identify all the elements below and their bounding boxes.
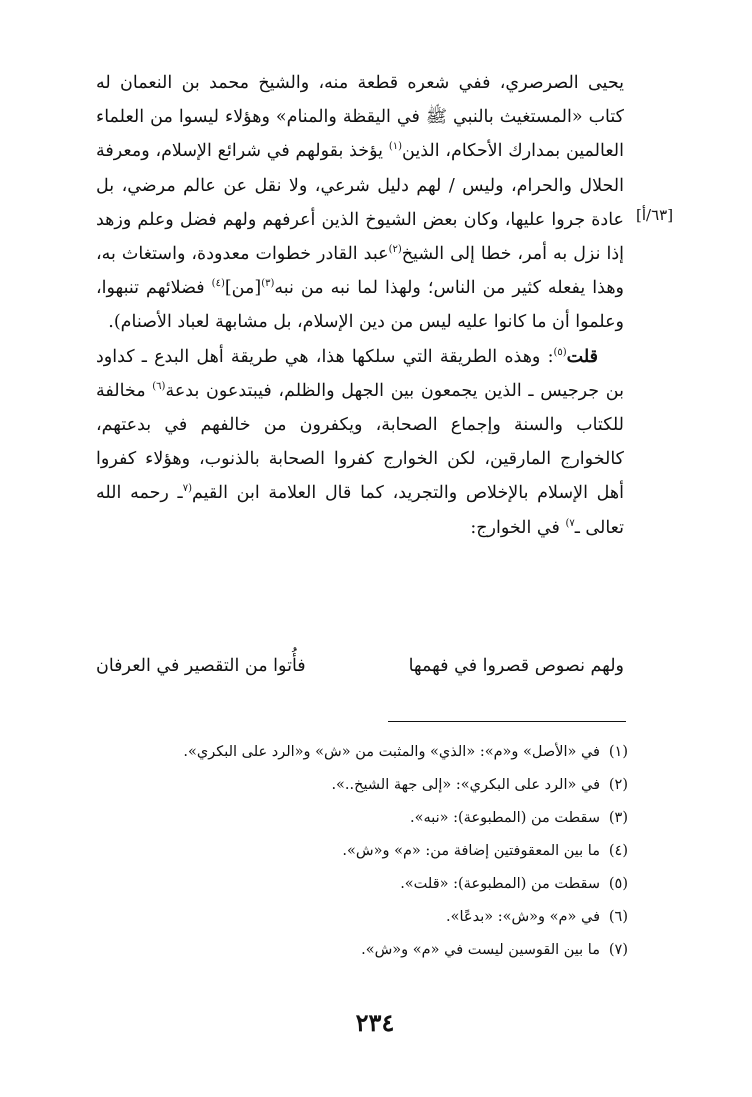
footnote-1	[96, 744, 628, 777]
footnote-ref-7-close: ٧)	[565, 517, 575, 529]
footnote-2	[96, 777, 628, 810]
para2d-text: في الخوارج:	[470, 517, 566, 538]
footnote-number: (٣)	[608, 810, 628, 826]
footnote-text: سقطت من (المطبوعة): «قلت».	[400, 876, 600, 892]
footnote-text: في «الأصل» و«م»: «الذي» والمثبت من «ش» و«الرد على البكري».	[183, 744, 600, 760]
main-text	[96, 66, 624, 545]
footnote-ref-4: (٤)	[211, 278, 225, 290]
footnote-ref-5: (٥)	[553, 346, 567, 358]
footnote-text: ما بين القوسين ليست في «م» و«ش».	[361, 942, 600, 958]
footnote-number: (٦)	[608, 909, 628, 925]
footnote-separator	[388, 721, 626, 722]
page-number: ٢٣٤	[355, 1008, 395, 1037]
footnote-number: (٢)	[608, 777, 628, 793]
bracket-insert: [من]	[224, 278, 262, 299]
footnote-ref-3: (٣)	[261, 278, 275, 290]
footnote-7	[96, 942, 628, 975]
footnote-number: (٥)	[608, 876, 628, 892]
footnote-number: (١)	[608, 744, 628, 760]
paragraph-1	[96, 66, 624, 340]
qult-word: قلت	[566, 346, 598, 367]
footnote-6	[96, 909, 628, 942]
footnote-3	[96, 810, 628, 843]
footnote-ref-6: (٦)	[152, 380, 166, 392]
para1b-text: يؤخذ بقولهم في شرائع الإسلام، ومعرفة الحلال والحرام، وليس / لهم دليل شرعي، ولا نقل عن عالم مرضي، بل عادة جروا عليها، وكان بعض الشيوخ الذين أعرفهم ولهم فضل وعلم وزهد إذا نزل به أمر، خطا إلى الشيخ	[96, 141, 624, 265]
footnote-text: في «م» و«ش»: «بدعًا».	[446, 909, 600, 925]
footnote-text: في «الرد على البكري»: «إلى جهة الشيخ..».	[331, 777, 600, 793]
para2b-text: مخالفة للكتاب والسنة وإجماع الصحابة، ويكفرون من خالفهم في بدعتهم، كالخوارج المارقين، لكن الخوارج كفروا الصحابة بالذنوب، وهؤلاء كفروا أهل الإسلام بالإخلاص والتجريد، كما قال العلامة ابن القيم	[96, 380, 624, 504]
footnote-number: (٤)	[608, 843, 628, 859]
para2a-text: : وهذه الطريقة التي سلكها هذا، هي طريقة أهل البدع ـ كداود بن جرجيس ـ الذين يجمعون بين الجهل والظلم، فيبتدعون بدعة	[96, 346, 625, 401]
para2c-text: ـ رحمه الله تعالى ـ	[96, 483, 624, 538]
manuscript-folio-marker: [٦٣/أ]	[636, 206, 674, 224]
verse-second-hemistich: فأُتوا من التقصير في العرفان	[96, 656, 306, 676]
para1d-text: فضلائهم تنبهوا، وعلموا أن ما كانوا عليه ليس من دين الإسلام، بل مشابهة لعباد الأصنام).	[96, 278, 624, 333]
para1c-text: عبد القادر خطوات معدودة، واستغاث به، وهذا يفعله كثير من الناس؛ ولهذا لما نبه من نبه	[96, 244, 624, 299]
footnote-text: ما بين المعقوفتين إضافة من: «م» و«ش».	[342, 843, 600, 859]
verse-first-hemistich: ولهم نصوص قصروا في فهمها	[408, 656, 624, 676]
paragraph-2	[96, 340, 624, 545]
footnote-ref-7-open: (٧	[182, 483, 192, 495]
footnote-number: (٧)	[608, 942, 628, 958]
footnote-4	[96, 843, 628, 876]
para1-text: يحيى الصرصري، ففي شعره قطعة منه، والشيخ محمد بن النعمان له كتاب «المستغيث بالنبي ﷺ في اليقظة والمنام» وهؤلاء ليسوا من العلماء العالمين بمدارك الأحكام، الذين	[96, 73, 624, 162]
footnote-text: سقطت من (المطبوعة): «نبه».	[409, 810, 600, 826]
footnote-ref-1: (١)	[388, 141, 402, 153]
footnote-5	[96, 876, 628, 909]
footnotes	[96, 744, 628, 975]
footnote-ref-2: (٢)	[388, 244, 402, 256]
